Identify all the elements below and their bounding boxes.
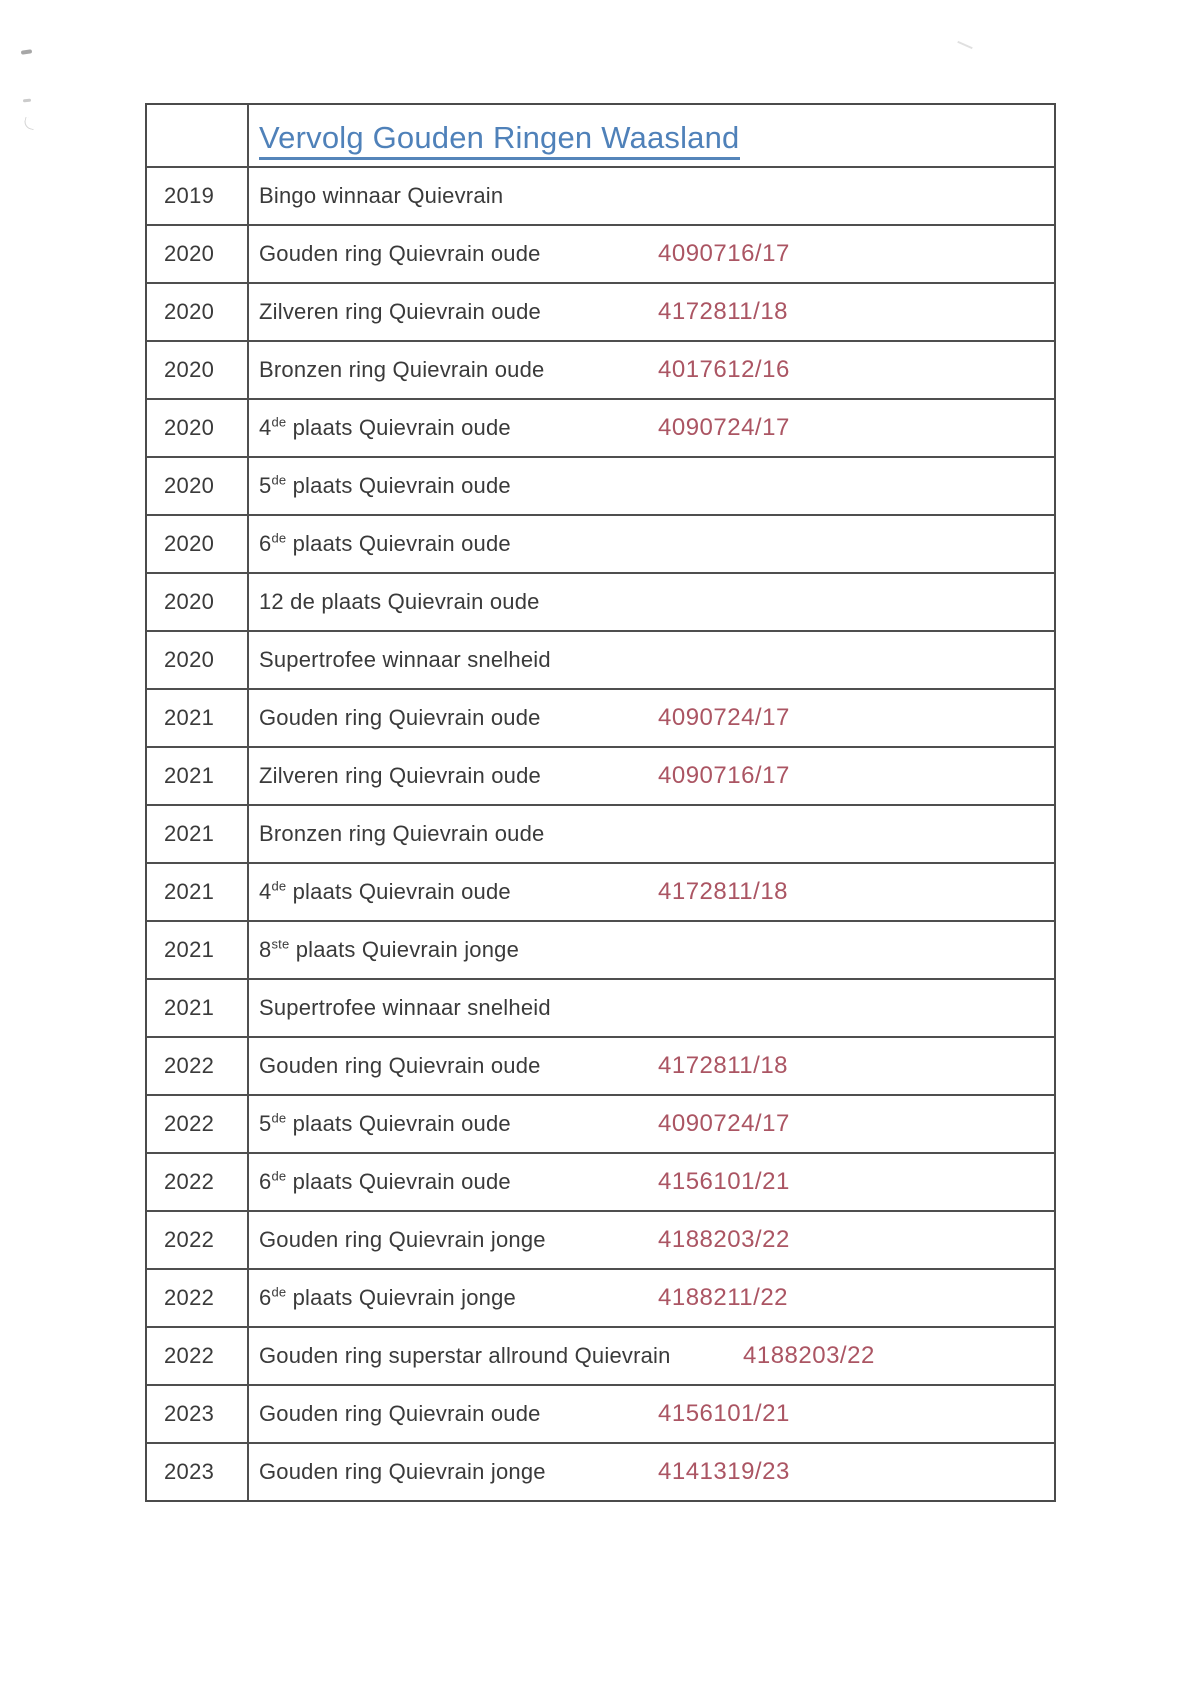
year-cell: 2021 (147, 806, 249, 862)
table-row (147, 1094, 1054, 1152)
scan-mark (23, 117, 36, 130)
table-row (147, 340, 1054, 398)
ring-number: 4172811/18 (658, 878, 789, 905)
year-cell: 2020 (147, 574, 249, 630)
table-row (147, 456, 1054, 514)
year-cell: 2021 (147, 690, 249, 746)
table-row (147, 804, 1054, 862)
description-cell (249, 458, 1054, 514)
year-cell: 2022 (147, 1212, 249, 1268)
table-row (147, 688, 1054, 746)
description-cell (249, 1328, 1054, 1384)
ring-number: 4141319/23 (658, 1458, 790, 1485)
award-description: Gouden ring Quievrain jonge (259, 1459, 546, 1484)
table-row (147, 398, 1054, 456)
award-description: Supertrofee winnaar snelheid (259, 995, 551, 1020)
table-row (147, 746, 1054, 804)
table-row (147, 1036, 1054, 1094)
description-cell (249, 516, 1054, 572)
description-cell (249, 1386, 1054, 1442)
table-row (147, 514, 1054, 572)
scan-mark (21, 49, 32, 54)
table-row (147, 1326, 1054, 1384)
award-description: Gouden ring Quievrain oude (259, 1401, 541, 1426)
award-description: Gouden ring Quievrain oude (259, 1053, 541, 1078)
year-cell: 2022 (147, 1038, 249, 1094)
award-description: Bingo winnaar Quievrain (259, 183, 504, 208)
scan-mark (23, 99, 31, 103)
description-cell (249, 1096, 1054, 1152)
award-description: 5de plaats Quievrain oude (259, 472, 511, 498)
description-cell (249, 284, 1054, 340)
table-row (147, 1384, 1054, 1442)
description-cell (249, 226, 1054, 282)
table-row (147, 1268, 1054, 1326)
description-cell (249, 690, 1054, 746)
award-description: Zilveren ring Quievrain oude (259, 299, 541, 324)
description-cell (249, 1270, 1054, 1326)
award-description: 8ste plaats Quievrain jonge (259, 936, 520, 962)
award-description: Gouden ring Quievrain jonge (259, 1227, 546, 1252)
description-cell (249, 1154, 1054, 1210)
ring-number: 4172811/18 (658, 298, 789, 325)
award-description: 4de plaats Quievrain oude (259, 878, 511, 904)
description-cell (249, 342, 1054, 398)
table-row (147, 920, 1054, 978)
year-cell: 2022 (147, 1154, 249, 1210)
year-cell: 2020 (147, 632, 249, 688)
description-cell (249, 168, 1054, 224)
table-row (147, 572, 1054, 630)
table-row (147, 224, 1054, 282)
table-row (147, 166, 1054, 224)
table-row (147, 862, 1054, 920)
award-description: 12 de plaats Quievrain oude (259, 589, 540, 614)
ring-number: 4090724/17 (658, 704, 790, 731)
table-row (147, 282, 1054, 340)
description-cell (249, 1444, 1054, 1500)
year-cell: 2021 (147, 864, 249, 920)
award-description: Supertrofee winnaar snelheid (259, 647, 551, 672)
award-description: Zilveren ring Quievrain oude (259, 763, 541, 788)
award-description: Gouden ring Quievrain oude (259, 705, 541, 730)
year-cell: 2022 (147, 1096, 249, 1152)
year-cell: 2020 (147, 284, 249, 340)
year-cell-empty (147, 105, 249, 166)
award-description: Gouden ring superstar allround Quievrain (259, 1343, 671, 1368)
table-row (147, 630, 1054, 688)
scan-mark (957, 41, 972, 49)
award-description: 6de plaats Quievrain oude (259, 530, 511, 556)
awards-table (145, 103, 1056, 1502)
table-row (147, 1442, 1054, 1500)
ring-number: 4172811/18 (658, 1052, 789, 1079)
ring-number: 4017612/16 (658, 356, 790, 383)
description-cell (249, 748, 1054, 804)
year-cell: 2022 (147, 1270, 249, 1326)
ring-number: 4188203/22 (743, 1342, 875, 1369)
ring-number: 4090716/17 (658, 762, 790, 789)
year-cell: 2020 (147, 458, 249, 514)
year-cell: 2021 (147, 748, 249, 804)
award-description: Gouden ring Quievrain oude (259, 241, 541, 266)
description-cell (249, 922, 1054, 978)
year-cell: 2020 (147, 342, 249, 398)
award-description: 6de plaats Quievrain oude (259, 1168, 511, 1194)
year-cell: 2019 (147, 168, 249, 224)
ring-number: 4156101/21 (658, 1168, 790, 1195)
title-cell (249, 105, 1054, 166)
page-title: Vervolg Gouden Ringen Waasland (259, 122, 740, 160)
award-description: Bronzen ring Quievrain oude (259, 821, 545, 846)
ring-number: 4156101/21 (658, 1400, 790, 1427)
year-cell: 2020 (147, 400, 249, 456)
description-cell (249, 980, 1054, 1036)
year-cell: 2023 (147, 1444, 249, 1500)
ring-number: 4188211/22 (658, 1284, 789, 1311)
description-cell (249, 864, 1054, 920)
ring-number: 4090716/17 (658, 240, 790, 267)
table-row (147, 978, 1054, 1036)
description-cell (249, 400, 1054, 456)
description-cell (249, 1038, 1054, 1094)
table-title-row (147, 105, 1054, 166)
year-cell: 2021 (147, 980, 249, 1036)
year-cell: 2022 (147, 1328, 249, 1384)
award-description: Bronzen ring Quievrain oude (259, 357, 545, 382)
award-description: 4de plaats Quievrain oude (259, 414, 511, 440)
description-cell (249, 574, 1054, 630)
award-description: 5de plaats Quievrain oude (259, 1110, 511, 1136)
description-cell (249, 806, 1054, 862)
year-cell: 2020 (147, 226, 249, 282)
year-cell: 2021 (147, 922, 249, 978)
description-cell (249, 632, 1054, 688)
year-cell: 2020 (147, 516, 249, 572)
award-description: 6de plaats Quievrain jonge (259, 1284, 516, 1310)
table-row (147, 1152, 1054, 1210)
ring-number: 4090724/17 (658, 414, 790, 441)
ring-number: 4188203/22 (658, 1226, 790, 1253)
ring-number: 4090724/17 (658, 1110, 790, 1137)
description-cell (249, 1212, 1054, 1268)
year-cell: 2023 (147, 1386, 249, 1442)
table-row (147, 1210, 1054, 1268)
table-rows (147, 166, 1054, 1500)
